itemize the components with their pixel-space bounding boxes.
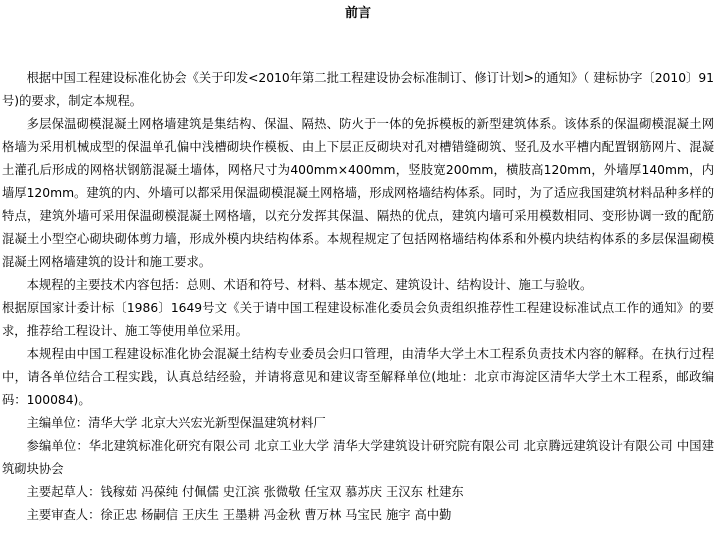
paragraph-recommendation: 根据原国家计委计标〔1986〕1649号文《关于请中国工程建设标准化委员会负责组织推荐性工程建设标准试点工作的通知》的要求，推荐给工程设计、施工等使用单位采用。 bbox=[2, 301, 714, 338]
paragraph-drafters: 主要起草人：钱稼茹 冯葆纯 付佩儒 史江滨 张微敬 任宝双 慕苏庆 王汉东 杜建东 bbox=[26, 485, 464, 499]
paragraph-system-description: 多层保温砌模混凝土网格墙建筑是集结构、保温、隔热、防火于一体的免拆模板的新型建筑体系。该体系的保温砌模混凝土网格墙为采用机械成型的保温单孔偏中浅槽砌块作模板、由上下层正反砌块对孔对槽错缝砌筑、竖孔及水平槽内配置钢筋网片、混凝土灌孔后形成的网格状钢筋混凝土墙体，网格尺寸为400mm×400mm，竖肢宽200mm，横肢高120mm，外墙厚140mm，内墙厚120mm。建筑的内、外墙可以都采用保温砌模混凝土网格墙，形成网格墙结构体系。同时，为了适应我国建筑材料品种多样的特点，建筑外墙可采用保温砌模混凝土网格墙，以充分发挥其保温、隔热的优点，建筑内墙可采用模数相同、变形协调一致的配筋混凝土小型空心砌块砌体剪力墙，形成外模内块结构体系。本规程规定了包括网格墙结构体系和外模内块结构体系的多层保温砌模混凝土网格墙建筑的设计和施工要求。 bbox=[2, 117, 714, 269]
paragraph-main-contents: 本规程的主要技术内容包括：总则、术语和符号、材料、基本规定、建筑设计、结构设计、施工与验收。 bbox=[26, 278, 593, 292]
paragraph-reviewers: 主要审查人：徐正忠 杨嗣信 王庆生 王墨耕 冯金秋 曹万林 马宝民 施宇 高中勤 bbox=[26, 508, 452, 522]
paragraph-chief-editors: 主编单位：清华大学 北京大兴宏光新型保温建筑材料厂 bbox=[26, 416, 326, 430]
document-title: 前言 bbox=[344, 6, 371, 21]
paragraph-basis: 根据中国工程建设标准化协会《关于印发<2010年第二批工程建设协会标准制订、修订计划>的通知》（ 建标协字〔2010〕91号)的要求，制定本规程。 bbox=[2, 71, 714, 108]
document-body bbox=[2, 67, 714, 527]
paragraph-management: 本规程由中国工程建设标准化协会混凝土结构专业委员会归口管理，由清华大学土木工程系负责技术内容的解释。在执行过程中，请各单位结合工程实践，认真总结经验，并请将意见和建议寄至解释单位(地址：北京市海淀区清华大学土木工程系，邮政编码：100084)。 bbox=[2, 347, 714, 407]
paragraph-participating-units: 参编单位：华北建筑标准化研究有限公司 北京工业大学 清华大学建筑设计研究院有限公司 北京腾远建筑设计有限公司 中国建筑砌块协会 bbox=[2, 439, 714, 476]
